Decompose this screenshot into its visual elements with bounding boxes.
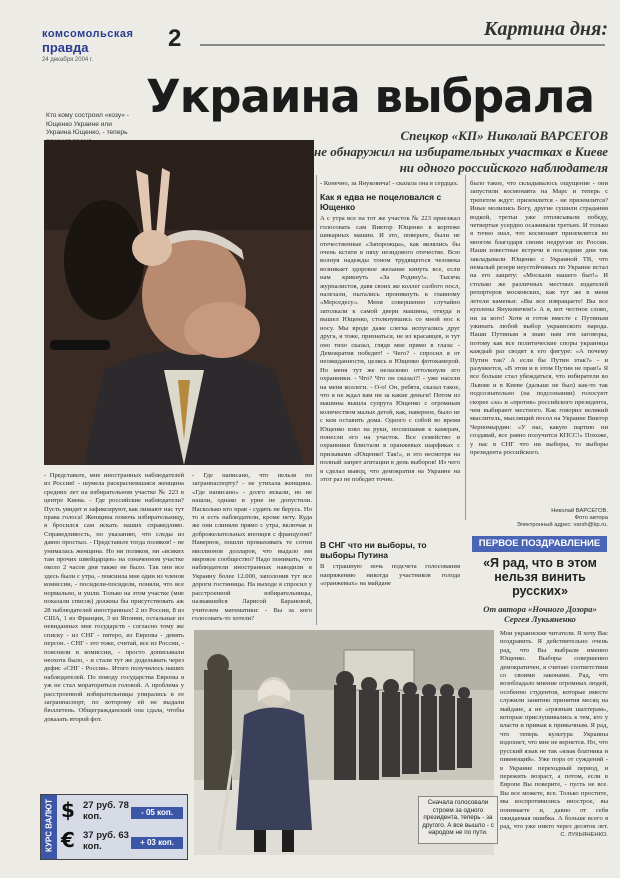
currency-rates-box	[40, 794, 188, 860]
author-email: Электронный адрес: varsh@kp.ru.	[516, 522, 608, 528]
first-congrats-author: От автора «Ночного Дозора» Сергея Лукьяненко	[483, 604, 597, 624]
masthead-date: 24 декабря 2004 г.	[42, 57, 94, 63]
byline: Спецкор «КП» Николай ВАРСЕГОВ	[400, 128, 608, 143]
subhead-text: не обнаружил на избирательных участках в Киеве ни одного российского наблюдателя	[313, 144, 608, 175]
headline: Украина выбрала	[146, 70, 594, 123]
voters-photo-caption: Сначала голосовали строем за одного президента, теперь - за другого. А все вышло - с народом не по пути.	[418, 796, 498, 844]
eur-rate-change: + 03 коп.	[131, 837, 183, 849]
dollar-icon: $	[61, 798, 75, 822]
article-col-right	[320, 180, 460, 620]
photo-caption: Кто кому состроил «козу» - Ющенко Украине или Украина Ющенко, - теперь	[46, 112, 129, 137]
eur-rate-row	[61, 828, 185, 858]
masthead-line2: правда	[42, 40, 89, 55]
portrait-illustration	[44, 140, 314, 465]
subhead	[308, 128, 608, 176]
first-congrats-headline: «Я рад, что в этом нельзя винить русских»	[483, 556, 597, 598]
article-col-middle: - Где написано, что нельзя по загранпаспорту? - не утихала женщина. «Где написано» - долго искали, но не нашли, однако в урне не допустили. Насколько кто прав - судить не берусь. Но то и есть наблюдатели, кроме нету. Куда же они слиняли прямо с утра, включая и доброжелательных японцев с французом? Наверное, пошли промахивать те сотни миллионов долларов, что выдало им мировое сообщество? Надо понимать, что наблюдатели иностранных наводили в Украину более 12.000, заполонив тут все дороги гостиницы. На выходе я спросил у расстроенной избирательницы, назвавшейся Ларисой Барановой, учителем математики: - Вы за кого голосовать-то хотели?	[192, 472, 312, 622]
usd-rate-value: 27 руб. 78 коп.	[83, 800, 129, 822]
usd-rate-row	[61, 798, 185, 828]
yushchenko-photo	[44, 140, 314, 465]
photo-credit: Фото автора	[574, 515, 608, 521]
section-heading-2: В СНГ что ни выборы, то выборы Путина	[320, 540, 427, 561]
section-heading-1: Как я едва не поцеловался с Ющенко	[320, 192, 442, 213]
masthead-line1: комсомольская	[42, 28, 134, 40]
first-congrats-signature: С. ЛУКЬЯНЕНКО.	[560, 832, 608, 838]
article-col-far-right: было такое, что складывалось ощущение - они запустили космонавта на Марс и теперь с трепетом ждут: приземлится - не приземлится? Иные молились Богу, другие сушили страдания водкой, третьи уже отплясывали победу, четвертые усердно осаживали третьих. И только я точно знал, что космонавт приземлится во многом благодаря своим недругам из России. Наши известные встречи в последние дни так закладывали Ющенко с Украиной ТВ, что немалый резерв неустойчивых по Украине встал на его защиту: «Москали нашего быт!» И столько же различных местных издателей репортеров московских, как тут же в меня летели каменья: «Вы все извращаете! Вы все куплены Януковичем!» А я, вот честное слово, ни за кого! Хотя и готов вместе с Путиным ужинать любой выбор украинского народа. Наши Путиным я знаю нам эти заговоры, потому как все политические споры украинцы каждый раз сводят к его фигуре: «А почему Путин так? А если бы Путин этак?» - и разумеется, «В этом и в этом Путин не прав!» Я все больше стал убеждаться, что избиратели во Львове и в Киеве (дальше не был) как-то так подсознательно (на подсознании) голосуют скорее «за» и «против» российского президента, чем выбирают местного. Как говорил великий мыслитель, мыслящий посол на Украине Виктор Черномырдин: «У нас, какую партию ни создавай, все равно получится КПСС!» Похоже, у нас в СНГ что ни выборы, то выборы президента российского.	[470, 180, 608, 456]
column-rule	[465, 175, 466, 520]
first-congrats-text: Мои украинские читатели. Я хочу Вас поздравить. Я действительно очень рад, что Вы выбрали именно Ющенко. Выборы совершенно демократичен, я считаю соответствии со своими законами. Рад, что возобладало мнение огромных людей, особенно студентов, которые вместе служили занятию принятия месяц на майдане, а не «грязным шахтерам», которые прислушивались к тем, кто у власти и привык к привычным. Я рад, что теперь культура Украины вздохнет, что мне не вернется. Но, что русский язык не так «язык блатника и пивнющий». Уже пора от суждений - в Украине переходный период, и пережить возраст, а потом, если в Европе Вы поверите, - пусть не все. Вы все можете, все. Только простите, мы воспротивились инострое, вы понимаете и, давно от себя ожидаемая ошибка. А больше всего я рад, что уже никто через десяток лет.	[500, 630, 608, 830]
col-right-intro: - Конечно, за Януковича! - сказала она в сердцах.	[320, 180, 459, 187]
page-number: 2	[168, 25, 182, 52]
col-right-end: В страшную ночь подсчета голосования напряжению никогда участников голода «оранжевых» на майдане	[320, 563, 460, 588]
rubric-title: Картина дня:	[483, 18, 608, 40]
usd-rate-change: - 05 коп.	[131, 807, 183, 819]
eur-rate-value: 37 руб. 63 коп.	[83, 830, 129, 852]
column-rule	[316, 175, 317, 625]
article-col-left: - Представьте, мне иностранных наблюдателей из России! - шумела раскрасневшаяся женщина средних лет на избирательном участке № 223 в центре Киева. - Где российские наблюдатели? Пусть увидят и зафиксируют, как лишают нас тут права голоса! Женщина помочь избирательницу, я бросился сам искать наших справедливо. Справедливость, по указанию, что следы из давно простыл. - Представьте тогда поляков! - не унималась женщина. Но ни поляков, ни «всяких там прочих швейцарцев» на означенном участке около 2 часов дня также не было. Так они все здесь были с утра, - пояснила мне один из членов комиссии, - посидели-посидели, поняли, что все нормально, и ушли. Только на этом участке (мне показали список) должны бы присутствовать аж 28 наблюдателей иностранных! 2 из России, 8 из США, 1 из Франции, 3 из Японии, остальные из невиданных мне государств - согласно тому же списку - из СНГ - пятеро, из Европы - девять персон. - СНГ - это тоже, считай, все из России, - пояснили в комиссии, - просто дописывали неохота было, - и стали тут же доделывать через дефис «СНГ - Россия». Итого получилось наших наблюдателей. По поводу государства Европы я уж не стал мораториться головой. А проблема у расстроенной избирательницы упирались в ее загранпаспорт, по которому ей не выдали бюллетень. Общегражданский она сдала, чтобы доказать второй фот.	[44, 472, 184, 723]
euro-icon: €	[61, 828, 75, 852]
first-congrats-bar: ПЕРВОЕ ПОЗДРАВЛЕНИЕ	[472, 536, 607, 552]
author-signature: Николай ВАРСЕГОВ.	[551, 508, 608, 514]
masthead-logo	[42, 28, 152, 63]
rubric-divider	[200, 44, 605, 46]
currency-box-title: КУРС ВАЛЮТ	[41, 795, 57, 859]
author-signature-block	[470, 508, 608, 529]
col-right-body: А с утра все на тот же участок № 223 приезжал голосовать сам Виктор Ющенко в кортеже шикарных машин. И это, поверьте, были не отечественные «Запорожцы», как являлись бы очень кстати в пяху незидового отечестве. Всю волнуя надежды тоном трудящегося человека возникает здоровое желание кинуть все, если нам крикнуть «За Родину!». Тысяча журналистов, давя своих же коллег сазбого посл, налезали, пытались проникнуть к главному «Мерседесу». Меня совершенно случайно затолкали к самой двери машины, откуда и вышел Ющенко, столкнувшись со мной нос к носу. Мы вроде даже слегка испугались друг друга, я тоже, признаться, не из красавцев, и тут оно тихо сказал, глядя мне прямо в глаза: - Демократия победит! - Чего? - спросил я от неожиданности, целясь в Ющенко фотокамерой. Но меня тут же неласково оттолкнули его охранники. - Что? Что он сказал?! - уже насели на меня коллеги. - О-о! Он, ребята, сказал такое, что я не ждал вам ни за какие деньги! Потом из машины вышла супруга Ющенко с огромным количеством малых детей, как, наверное, было не с кем оставить дома. Одного с собой во время Ющенко взял на руки, поспешавая к камерам, понесли его на участок. Все семейство и охранники блистали в оранжевых шарфиках с призывами «Ющенко! Так!», и это несмотря на полный запрет агитации в день выборов! Из чего я сделал вывод, что демократия на Украине на этот раз не победит точно.	[320, 215, 460, 483]
